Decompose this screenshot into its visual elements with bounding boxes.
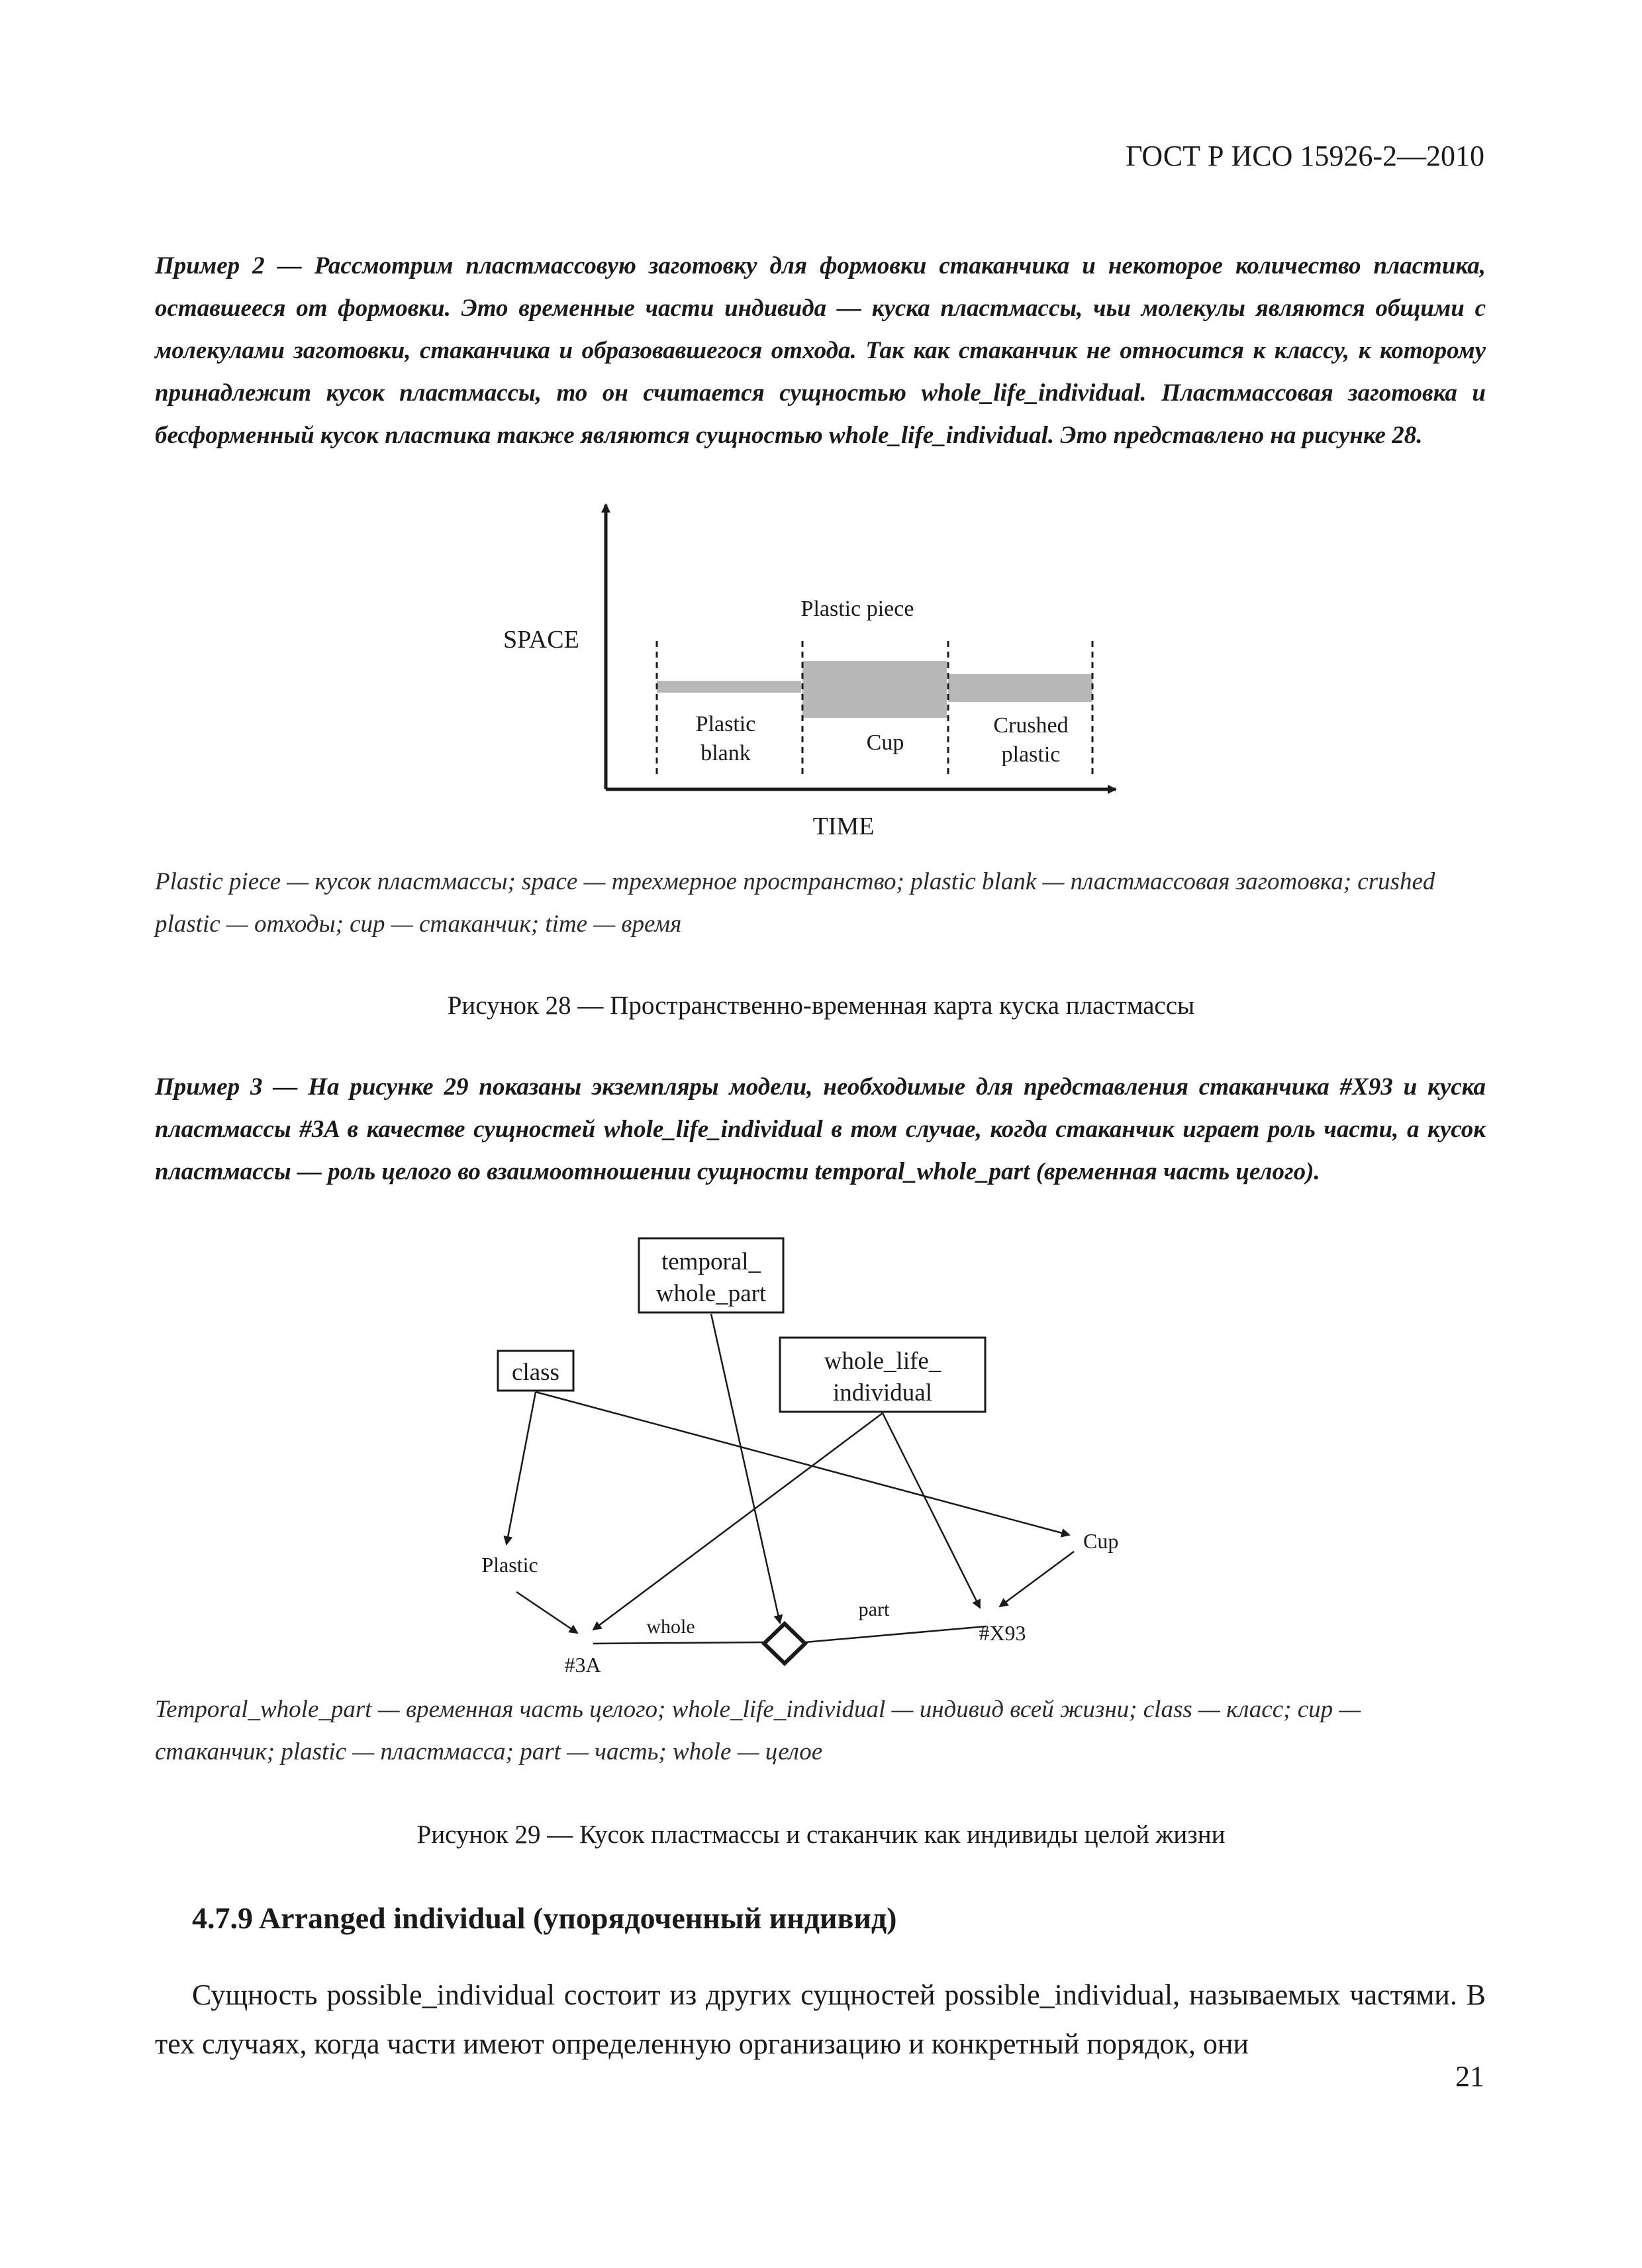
document-header: ГОСТ Р ИСО 15926-2—2010 (1126, 140, 1484, 172)
cup-label: Cup (866, 730, 904, 755)
wli-to-x93-arrow (883, 1413, 980, 1608)
example-3-paragraph: Пример 3 — На рисунке 29 показаны экземпляры модели, необходимые для представления стаканчика #X93 и куска пластмассы #3A в качестве сущностей whole_life_individual в том случае, когда стаканчик играет роль части, а кусок пластмассы — роль целого во взаимоотношении сущности temporal_whole_part (временная часть целого). (155, 1073, 1486, 1185)
crushed-plastic-label-line-1: Crushed (993, 713, 1069, 738)
id-x93-label: #X93 (979, 1621, 1026, 1645)
relationship-diamond (764, 1624, 805, 1663)
cup-to-x93-arrow (1000, 1552, 1074, 1606)
plastic-blank-label-line-1: Plastic (695, 712, 756, 736)
class-to-cup-arrow (536, 1392, 1069, 1535)
crushed-plastic-bar (948, 674, 1092, 702)
plastic-to-3a-arrow (516, 1592, 577, 1633)
figure-28-space-time-map (463, 497, 1152, 854)
whole-role-label: whole (646, 1616, 695, 1638)
cup-instance-label: Cup (1083, 1529, 1119, 1553)
class-label: class (512, 1359, 559, 1386)
part-role-line (805, 1626, 987, 1642)
id-3a-label: #3A (564, 1653, 601, 1677)
class-to-plastic-arrow (507, 1392, 536, 1544)
whole-life-individual-label-line-2: individual (832, 1379, 933, 1406)
twp-to-diamond-arrow (711, 1314, 780, 1623)
part-role-label: part (858, 1599, 890, 1620)
figure-29-caption: Рисунок 29 — Кусок пластмассы и стаканчик как индивиды целой жизни (416, 1820, 1226, 1849)
plastic-piece-label: Plastic piece (800, 597, 914, 621)
crushed-plastic-label-line-2: plastic (1001, 742, 1061, 767)
plastic-label: Plastic (481, 1553, 538, 1577)
figure-28-caption: Рисунок 28 — Пространственно-временная карта куска пластмассы (447, 991, 1195, 1020)
temporal-whole-part-label-line-1: temporal_ (661, 1248, 761, 1275)
temporal-whole-part-label-line-2: whole_part (655, 1280, 767, 1307)
figure-29-legend: Temporal_whole_part — временная часть целого; whole_life_individual — индивид всей жизни; class — класс; cup — стаканчик; plastic — пластмасса; part — часть; whole — целое (155, 1696, 1361, 1765)
page-number: 21 (1455, 2060, 1484, 2093)
whole-life-individual-label-line-1: whole_life_ (824, 1348, 942, 1375)
space-label: SPACE (503, 626, 579, 654)
section-body-paragraph: Сущность possible_individual состоит из других сущностей possible_individual, называемых частями. В тех случаях, когда части имеют определенную организацию и конкретный порядок, они (155, 1979, 1486, 2060)
figure-28-legend: Plastic piece — кусок пластмассы; space — трехмерное пространство; plastic blank — пластмассовая заготовка; crushed plastic — отходы; cup — стаканчик; time — время (155, 868, 1435, 938)
time-label: TIME (812, 813, 875, 840)
section-heading: 4.7.9 Arranged individual (упорядоченный индивид) (192, 1901, 897, 1935)
example-2-paragraph: Пример 2 — Рассмотрим пластмассовую заготовку для формовки стаканчика и некоторое количество пластика, оставшееся от формовки. Это временные части индивида — куска пластмассы, чьи молекулы являются общими с молекулами заготовки, стаканчика и образовавшегося отхода. Так как стаканчик не относится к классу, к которому принадлежит кусок пластмассы, то он считается сущностью whole_life_individual. Пластмассовая заготовка и бесформенный кусок пластика также являются сущностью whole_life_individual. Это представлено на рисунке 28. (155, 252, 1486, 449)
cup-bar (802, 661, 947, 718)
figure-29-instance-diagram (463, 1232, 1139, 1682)
plastic-blank-label-line-2: blank (700, 741, 751, 765)
plastic-blank-bar (657, 681, 801, 693)
whole-role-line (593, 1642, 764, 1644)
